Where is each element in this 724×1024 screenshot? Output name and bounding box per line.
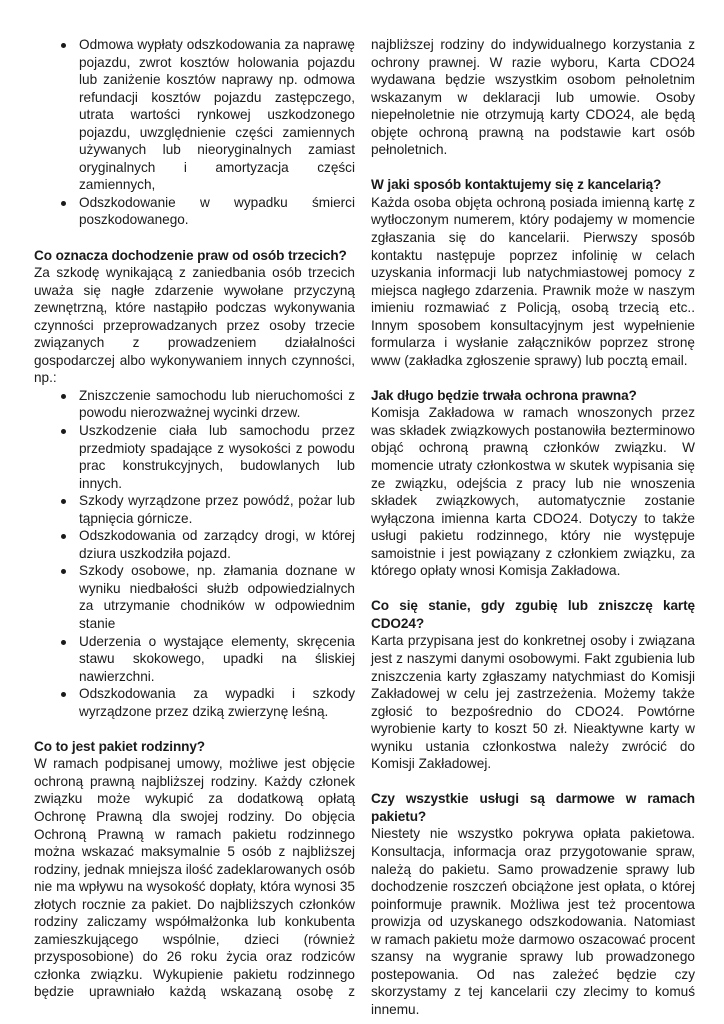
section-heading: Co się stanie, gdy zgubię lub zniszczę kartę CDO24?	[371, 598, 695, 631]
section-third-parties	[34, 247, 355, 721]
damage-types-list	[34, 36, 355, 229]
list-item	[34, 633, 355, 686]
section-body: Komisja Zakładowa w ramach wnoszonych przez was składek związkowych postanowiła bezterminowo objąć ochroną prawną członków związku. W momencie utraty członkostwa w skutek wypisania się ze związku, odejścia z pracy lub nie wnoszenia składek związkowych, automatycznie zostanie wyłączona imienna karta CDO24. Dotyczy to także usługi pakietu rodzinnego, który nie występuje samoistnie i jest powiązany z członkiem związku, za którego opłaty wnosi Komisja Zakładowa.	[371, 405, 695, 579]
list-item-text: Uderzenia o wystające elementy, skręcenia stawu skokowego, upadki na śliskiej nawierzchni.	[79, 633, 355, 684]
list-item-text: Odszkodowania od zarządcy drogi, w której dziura uszkodziła pojazd.	[79, 528, 355, 561]
section-heading: Jak długo będzie trwała ochrona prawna?	[371, 387, 637, 403]
list-item	[34, 194, 355, 229]
list-item	[34, 492, 355, 527]
section-heading: W jaki sposób kontaktujemy się z kancelarią?	[371, 177, 662, 193]
list-item-text: Odszkodowanie w wypadku śmierci poszkodowanego.	[79, 194, 355, 228]
section-heading: Czy wszystkie usługi są darmowe w ramach pakietu?	[371, 791, 695, 824]
section-body: Karta przypisana jest do konkretnej osoby i związana jest z naszymi danymi osobowymi. Fakt zgubienia lub zniszczenia karty zgłaszamy natychmiast do Komisji Zakładowej w celu jej zastrzeżenia. Możemy także zgłosić to bezpośrednio do CDO24. Powtórne wyrobienie karty to koszt 50 zł. Nieaktywne karty w wyniku ustania członkostwa należy zwrócić do Komisji Zakładowej.	[371, 633, 695, 772]
bullet-icon	[61, 394, 66, 399]
section-body: Za szkodę wynikającą z zaniedbania osób trzecich uważa się nagłe zdarzenie wywołane przyczyną zewnętrzną, które nastąpiło podczas wykonywania czynności przeprowadzanych przez osoby trzecie związanych z prowadzeniem działalności gospodarczej albo wykonywaniem innych czynności, np.:	[34, 265, 355, 386]
bullet-icon	[61, 534, 66, 539]
list-item-text: Uszkodzenie ciała lub samochodu przez przedmioty spadające z wysokości z powodu prac konstrukcyjnych, budowlanych lub innych.	[79, 422, 355, 491]
bullet-icon	[61, 201, 66, 206]
section-free-services	[371, 790, 695, 1018]
bullet-icon	[61, 43, 66, 48]
list-item	[34, 685, 355, 720]
bullet-icon	[61, 692, 66, 697]
family-package-continued: najbliższej rodziny do indywidualnego korzystania z ochrony prawnej. W razie wyboru, Karta CDO24 wydawana będzie wszystkim osobom pełnoletnim wskazanym w deklaracji lub umowie. Osoby niepełnoletnie nie otrzymują karty CDO24, ale będą objęte ochroną prawną na podstawie kart osób pełnoletnich.	[371, 37, 695, 158]
bullet-icon	[61, 429, 66, 434]
list-item-text: Zniszczenie samochodu lub nieruchomości z powodu nierozważnej wycinki drzew.	[79, 387, 355, 421]
list-item-text: Odszkodowania za wypadki i szkody wyrządzone przez dziką zwierzynę leśną.	[79, 686, 355, 719]
bullet-icon	[61, 569, 66, 574]
section-heading: Co oznacza dochodzenie praw od osób trzecich?	[34, 247, 347, 263]
section-lost-card	[371, 597, 695, 772]
list-item-text: Szkody osobowe, np. złamania doznane w wyniku niedbałości służb odpowiedzialnych za utrzymanie chodników w odpowiednim stanie	[79, 563, 355, 631]
bullet-icon	[61, 640, 66, 645]
section-body: Każda osoba objęta ochroną posiada imienną kartę z wytłoczonym numerem, który podajemy w momencie zgłaszania się do kancelarii. Pierwszy sposób kontaktu następuje poprzez infolinię w celach uzyskania informacji lub natychmiastowej pomocy z miejsca nagłego zdarzenia. Prawnik może w naszym imieniu rozmawiać z Policją, osobą trzecią etc.. Innym sposobem konsultacyjnym jest wypełnienie formularza i wysłanie załączników poprzez stronę www (zakładka zgłoszenie sprawy) lub pocztą email.	[371, 194, 695, 368]
list-item-text: Szkody wyrządzone przez powódź, pożar lub tąpnięcia górnicze.	[79, 493, 355, 526]
list-item	[34, 527, 355, 562]
list-item-text: Odmowa wypłaty odszkodowania za naprawę pojazdu, zwrot kosztów holowania pojazdu lub zaniżenie kosztów naprawy np. odmowa refundacji kosztów pojazdu zastępczego, utrata wartości rynkowej uszkodzonego pojazdu, uwzględnienie części zamiennych używanych lub nieoryginalnych zamiast oryginalnych i amortyzacja części zamiennych,	[79, 37, 355, 193]
left-column	[34, 36, 355, 1001]
list-item	[34, 36, 355, 194]
section-family-package	[34, 738, 355, 1001]
right-column	[371, 36, 695, 1018]
bullet-icon	[61, 499, 66, 504]
section-body: W ramach podpisanej umowy, możliwe jest objęcie ochroną prawną najbliższej rodziny. Każdy członek związku może wykupić za dodatkową opłatą Ochronę Prawną dla swojej rodziny. Do objęcia Ochroną Prawną w ramach pakietu rodzinnego można wskazać maksymalnie 5 osób z najbliższej rodziny, jednak mniejsza ilość zadeklarowanych osób nie ma wpływu na wysokość dopłaty, która wynosi 35 złotych rocznie za pakiet. Do najbliższych członków rodziny zaliczamy współmałżonka lub konkubenta zamieszkującego wspólnie, dzieci (również przysposobione) do 26 roku życia oraz rodziców członka związku. Wykupienie pakietu rodzinnego będzie uprawniało każdą wskazaną osobę z	[34, 756, 355, 1000]
section-body: Niestety nie wszystko pokrywa opłata pakietowa. Konsultacja, informacja oraz przygotowanie spraw, należą do pakietu. Samo prowadzenie sprawy lub dochodzenie roszczeń obciążone jest opłata, o której poinformuje prawnik. Możliwa jest też procentowa prowizja od uzyskanego odszkodowania. Natomiast w ramach pakietu może darmowo oszacować procent szansy na wygranie sprawy lub prowadzonego postepowania. Od nas zależeć będzie czy skorzystamy z tej kancelarii czy zlecimy to komuś innemu.	[371, 826, 695, 1017]
section-contact	[371, 176, 695, 369]
section-heading: Co to jest pakiet rodzinny?	[34, 738, 206, 754]
third-party-examples-list	[34, 387, 355, 720]
list-item	[34, 422, 355, 492]
list-item	[34, 387, 355, 422]
list-item	[34, 562, 355, 632]
section-duration	[371, 387, 695, 580]
